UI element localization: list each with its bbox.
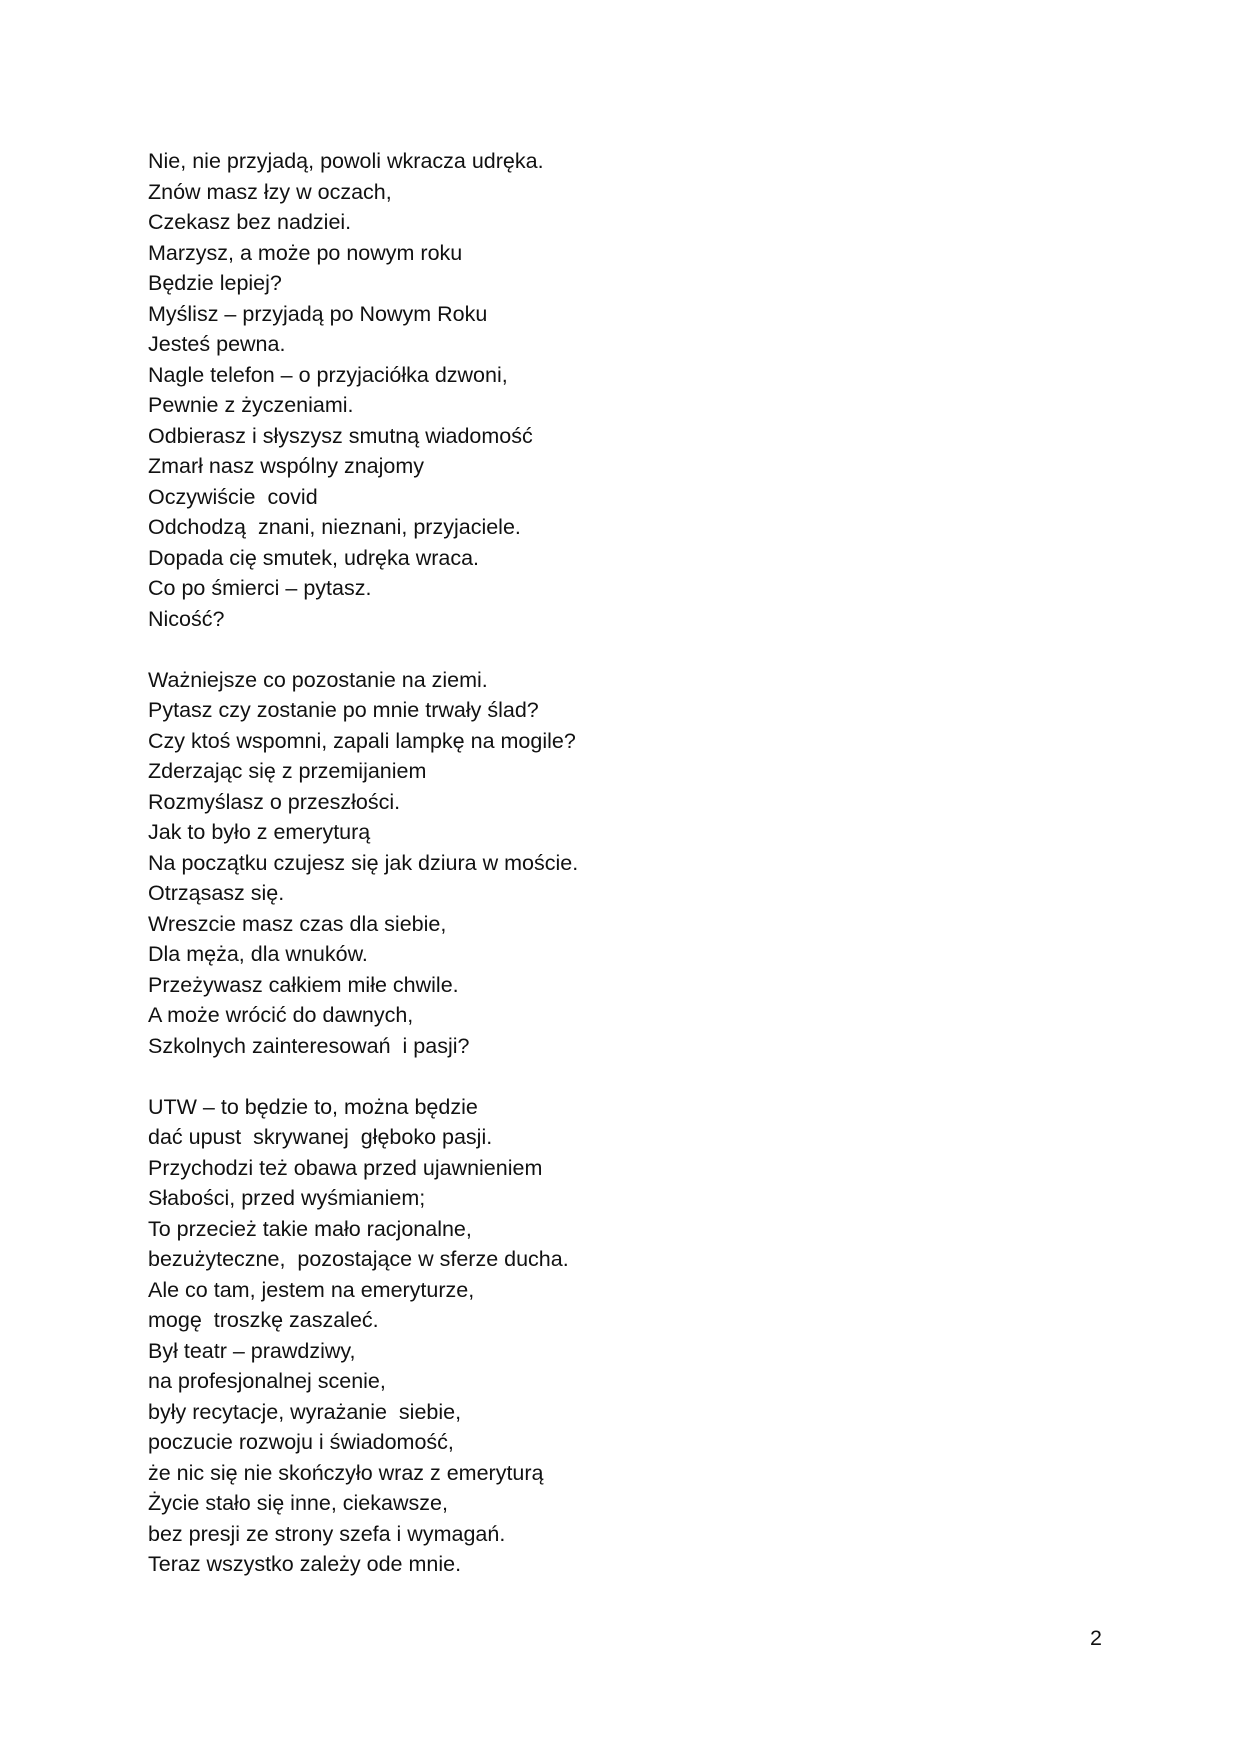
poem-line: że nic się nie skończyło wraz z emeryturą — [148, 1460, 544, 1485]
poem-line: Teraz wszystko zależy ode mnie. — [148, 1552, 462, 1576]
poem-line: dać upust skrywanej głęboko pasji. — [148, 1125, 493, 1149]
poem-line: Pewnie z życzeniami. — [148, 393, 354, 417]
poem-line: Słabości, przed wyśmianiem; — [148, 1186, 426, 1210]
poem-line: Myślisz – przyjadą po Nowym Roku — [148, 301, 488, 326]
poem-line: Znów masz łzy w oczach, — [148, 179, 392, 204]
poem-line: Rozmyślasz o przeszłości. — [148, 789, 401, 814]
poem-line: UTW – to będzie to, można będzie — [148, 1094, 478, 1119]
poem-line: Nicość? — [148, 606, 225, 631]
poem-line: Czy ktoś wspomni, zapali lampkę na mogile? — [148, 728, 576, 753]
poem-line: Szkolnych zainteresowań i pasji? — [148, 1033, 470, 1058]
poem-line: Pytasz czy zostanie po mnie trwały ślad? — [148, 698, 539, 722]
poem-line: Ważniejsze co pozostanie na ziemi. — [148, 667, 488, 692]
poem-line: Co po śmierci – pytasz. — [148, 576, 372, 600]
poem-line: Odchodzą znani, nieznani, przyjaciele. — [148, 515, 521, 539]
poem-line: Był teatr – prawdziwy, — [148, 1338, 356, 1363]
poem-line: Otrząsasz się. — [148, 881, 285, 905]
poem-line: Nagle telefon – o przyjaciółka dzwoni, — [148, 362, 508, 387]
poem-line: To przecież takie mało racjonalne, — [148, 1216, 472, 1241]
poem-line: Jak to było z emeryturą — [148, 820, 371, 844]
poem-line: Zderzając się z przemijaniem — [148, 759, 427, 783]
poem — [148, 146, 1148, 1580]
poem-line: Życie stało się inne, ciekawsze, — [148, 1491, 448, 1515]
stanza — [148, 146, 1148, 634]
poem-line: Będzie lepiej? — [148, 271, 282, 295]
poem-line: na profesjonalnej scenie, — [148, 1369, 386, 1393]
poem-line: Odbierasz i słyszysz smutną wiadomość — [148, 423, 533, 448]
poem-line: Przychodzi też obawa przed ujawnieniem — [148, 1155, 543, 1180]
poem-line: bez presji ze strony szefa i wymagań. — [148, 1521, 506, 1546]
poem-line: Zmarł nasz wspólny znajomy — [148, 454, 425, 478]
poem-line: Oczywiście covid — [148, 484, 318, 509]
poem-line: poczucie rozwoju i świadomość, — [148, 1430, 454, 1454]
poem-line: bezużyteczne, pozostające w sferze ducha. — [148, 1247, 569, 1271]
poem-line: mogę troszkę zaszaleć. — [148, 1308, 379, 1332]
poem-line: Dopada cię smutek, udręka wraca. — [148, 545, 480, 570]
poem-line: Przeżywasz całkiem miłe chwile. — [148, 972, 459, 997]
page-number: 2 — [1090, 1626, 1102, 1650]
poem-line: były recytacje, wyrażanie siebie, — [148, 1399, 462, 1424]
poem-line: Wreszcie masz czas dla siebie, — [148, 911, 447, 936]
poem-line: Jesteś pewna. — [148, 332, 286, 356]
poem-line: A może wrócić do dawnych, — [148, 1003, 414, 1027]
poem-line: Na początku czujesz się jak dziura w moście. — [148, 850, 579, 875]
poem-line: Ale co tam, jestem na emeryturze, — [148, 1277, 475, 1302]
poem-line: Nie, nie przyjadą, powoli wkracza udręka. — [148, 149, 544, 173]
stanza — [148, 665, 1148, 1062]
stanza — [148, 1092, 1148, 1580]
poem-line: Marzysz, a może po nowym roku — [148, 240, 463, 265]
poem-line: Czekasz bez nadziei. — [148, 210, 352, 234]
poem-line: Dla męża, dla wnuków. — [148, 942, 368, 966]
